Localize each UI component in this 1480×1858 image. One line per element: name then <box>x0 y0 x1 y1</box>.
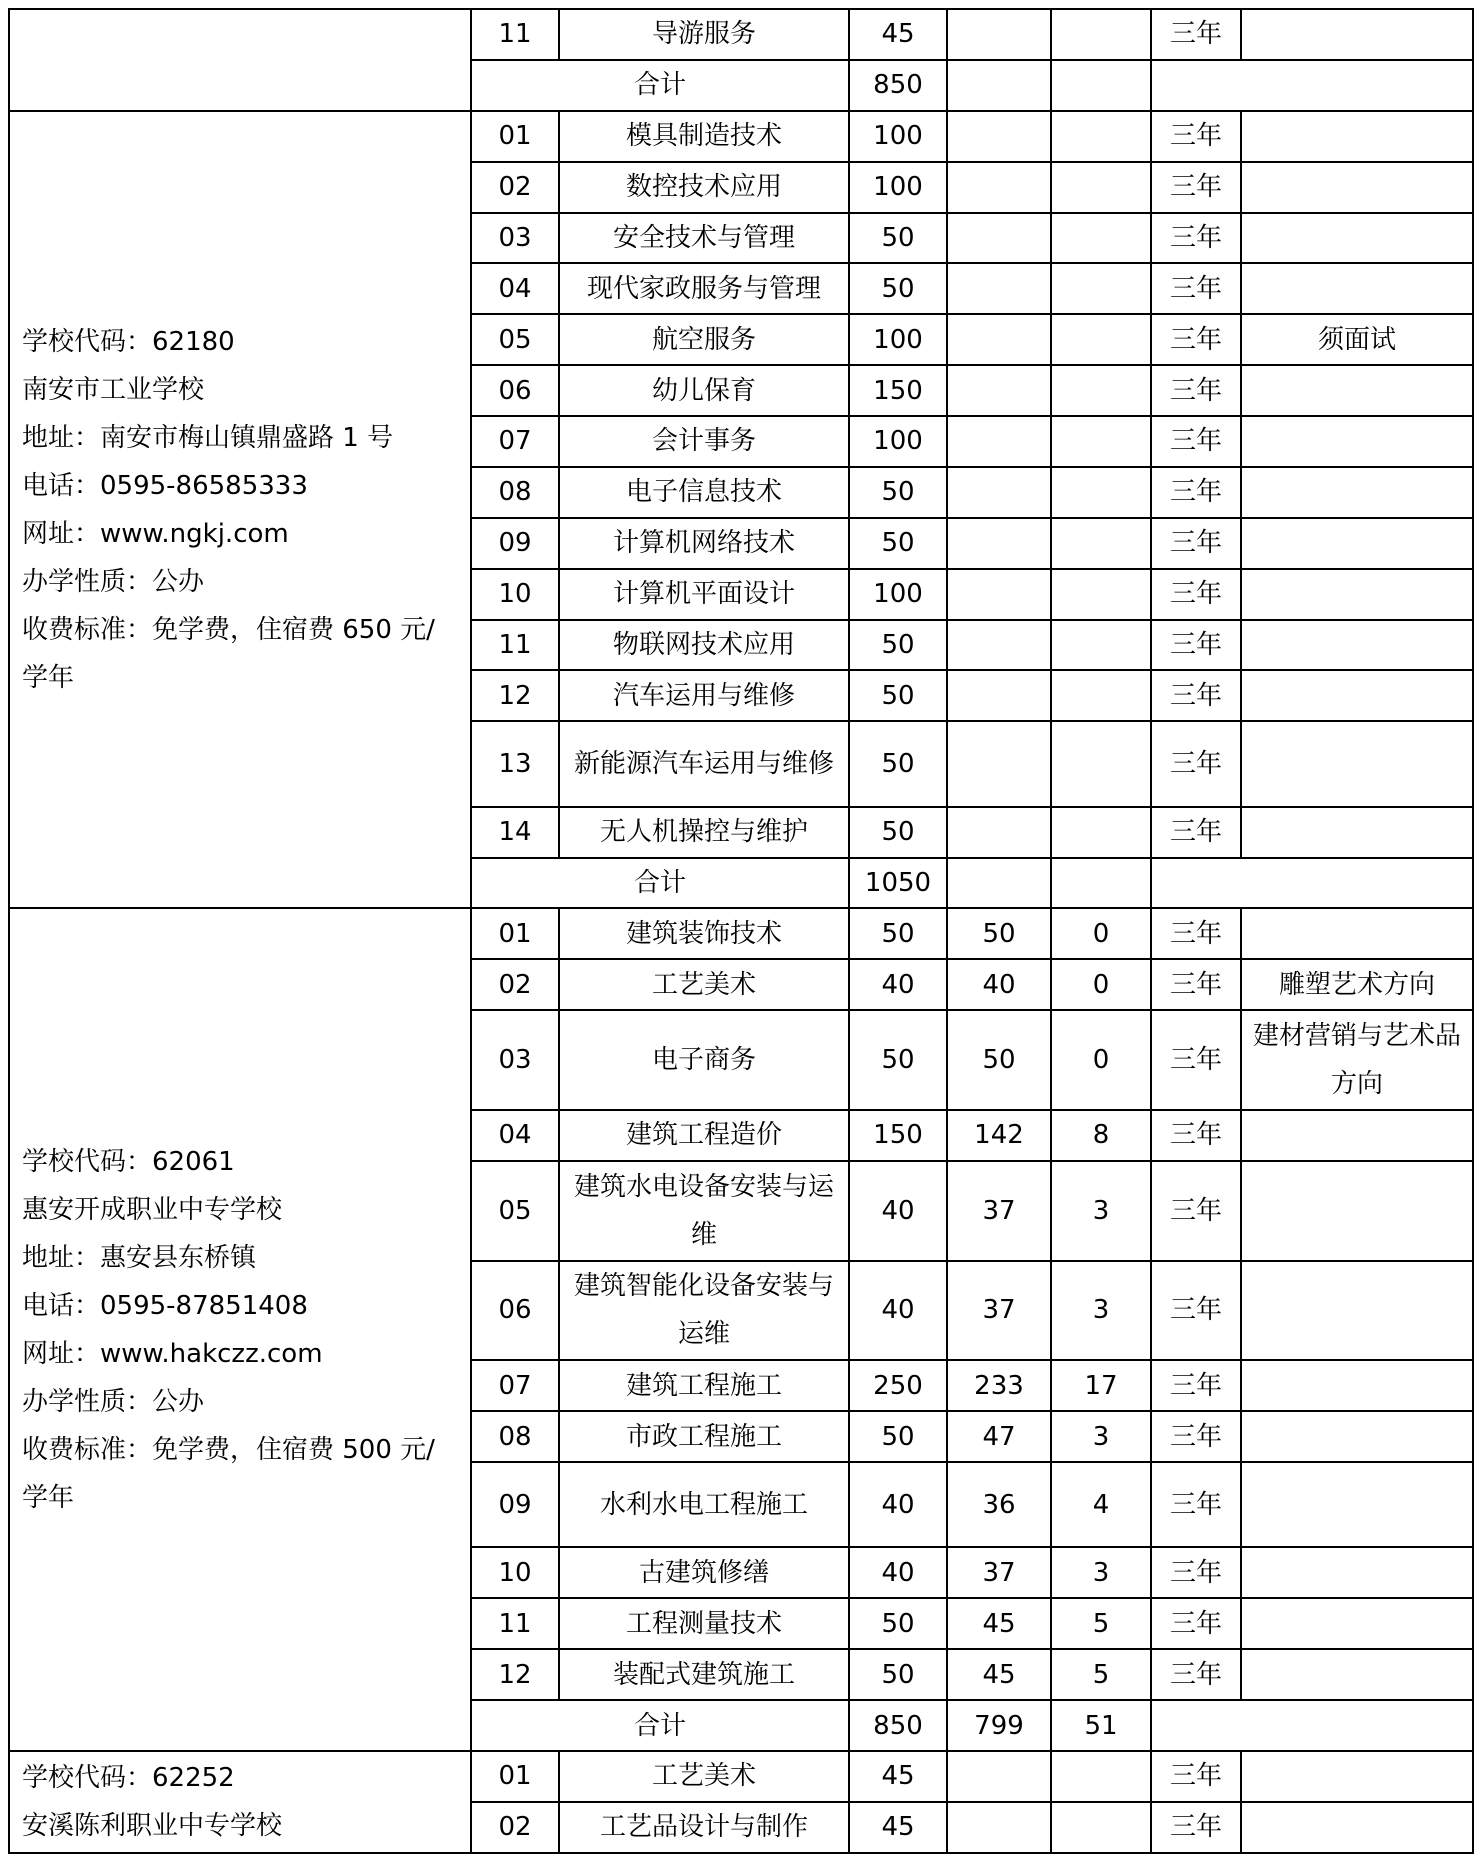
major-number-cell: 05 <box>471 1161 559 1261</box>
major-number-cell: 01 <box>471 111 559 162</box>
plan-count-cell: 40 <box>849 1462 947 1547</box>
count-b-cell: 3 <box>1051 1261 1151 1361</box>
major-name-cell: 工艺美术 <box>559 1751 849 1802</box>
count-a-cell <box>947 620 1051 671</box>
duration-cell: 三年 <box>1151 620 1241 671</box>
count-b-cell <box>1051 518 1151 569</box>
major-name-cell: 电子信息技术 <box>559 467 849 518</box>
major-name-cell: 现代家政服务与管理 <box>559 263 849 314</box>
note-cell: 雕塑艺术方向 <box>1241 959 1473 1010</box>
count-a-cell: 37 <box>947 1161 1051 1261</box>
major-name-cell: 导游服务 <box>559 9 849 60</box>
count-a-cell: 233 <box>947 1360 1051 1411</box>
count-a-cell <box>947 721 1051 806</box>
major-name-cell: 建筑工程造价 <box>559 1110 849 1161</box>
count-a-cell <box>947 1751 1051 1802</box>
plan-count-cell: 50 <box>849 1411 947 1462</box>
major-number-cell: 02 <box>471 959 559 1010</box>
duration-cell: 三年 <box>1151 908 1241 959</box>
note-cell <box>1241 569 1473 620</box>
duration-cell: 三年 <box>1151 162 1241 213</box>
plan-count-cell: 250 <box>849 1360 947 1411</box>
count-a-cell <box>947 111 1051 162</box>
school-info-line: 电话：0595-87851408 <box>22 1290 308 1321</box>
count-b-cell <box>1051 1751 1151 1802</box>
note-cell <box>1241 162 1473 213</box>
count-a-cell: 50 <box>947 1010 1051 1110</box>
school-info-line: 安溪陈利职业中专学校 <box>22 1810 283 1841</box>
plan-count-cell: 45 <box>849 1751 947 1802</box>
note-cell <box>1241 1360 1473 1411</box>
major-name-cell: 电子商务 <box>559 1010 849 1110</box>
note-cell <box>1241 1802 1473 1853</box>
count-b-cell <box>1051 569 1151 620</box>
duration-cell: 三年 <box>1151 1598 1241 1649</box>
duration-cell: 三年 <box>1151 721 1241 806</box>
total-label-cell: 合计 <box>471 60 849 111</box>
plan-count-cell: 100 <box>849 416 947 467</box>
total-count-a-cell <box>947 858 1051 909</box>
plan-count-cell: 100 <box>849 569 947 620</box>
major-name-cell: 会计事务 <box>559 416 849 467</box>
major-name-cell: 汽车运用与维修 <box>559 670 849 721</box>
count-b-cell: 3 <box>1051 1547 1151 1598</box>
major-number-cell: 10 <box>471 569 559 620</box>
count-b-cell <box>1051 263 1151 314</box>
count-a-cell <box>947 569 1051 620</box>
table-row <box>9 9 1473 60</box>
count-b-cell: 8 <box>1051 1110 1151 1161</box>
plan-count-cell: 50 <box>849 620 947 671</box>
count-a-cell <box>947 518 1051 569</box>
duration-cell: 三年 <box>1151 416 1241 467</box>
count-a-cell <box>947 670 1051 721</box>
count-b-cell <box>1051 467 1151 518</box>
major-name-cell: 装配式建筑施工 <box>559 1649 849 1700</box>
school-info-cell <box>9 9 471 111</box>
count-b-cell: 3 <box>1051 1161 1151 1261</box>
count-b-cell <box>1051 807 1151 858</box>
major-name-cell: 建筑智能化设备安装与运维 <box>559 1261 849 1361</box>
major-number-cell: 09 <box>471 1462 559 1547</box>
major-name-cell: 市政工程施工 <box>559 1411 849 1462</box>
count-b-cell <box>1051 620 1151 671</box>
major-name-cell: 水利水电工程施工 <box>559 1462 849 1547</box>
major-number-cell: 04 <box>471 1110 559 1161</box>
school-info-line: 网址：www.ngkj.com <box>22 518 289 549</box>
plan-count-cell: 100 <box>849 314 947 365</box>
note-cell <box>1241 416 1473 467</box>
major-name-cell: 物联网技术应用 <box>559 620 849 671</box>
count-b-cell <box>1051 162 1151 213</box>
total-count-b-cell <box>1051 60 1151 111</box>
total-empty-cell <box>1151 1700 1473 1751</box>
count-a-cell: 45 <box>947 1649 1051 1700</box>
duration-cell: 三年 <box>1151 1161 1241 1261</box>
note-cell <box>1241 1751 1473 1802</box>
major-number-cell: 09 <box>471 518 559 569</box>
count-b-cell <box>1051 111 1151 162</box>
count-a-cell: 47 <box>947 1411 1051 1462</box>
duration-cell: 三年 <box>1151 959 1241 1010</box>
note-cell <box>1241 365 1473 416</box>
duration-cell: 三年 <box>1151 1547 1241 1598</box>
major-name-cell: 新能源汽车运用与维修 <box>559 721 849 806</box>
major-name-cell: 幼儿保育 <box>559 365 849 416</box>
major-name-cell: 工艺美术 <box>559 959 849 1010</box>
plan-count-cell: 50 <box>849 908 947 959</box>
note-cell <box>1241 1411 1473 1462</box>
major-number-cell: 12 <box>471 1649 559 1700</box>
count-a-cell: 37 <box>947 1547 1051 1598</box>
school-info-cell <box>9 908 471 1751</box>
duration-cell: 三年 <box>1151 9 1241 60</box>
major-number-cell: 10 <box>471 1547 559 1598</box>
duration-cell: 三年 <box>1151 111 1241 162</box>
major-name-cell: 计算机平面设计 <box>559 569 849 620</box>
major-number-cell: 13 <box>471 721 559 806</box>
duration-cell: 三年 <box>1151 467 1241 518</box>
count-a-cell <box>947 467 1051 518</box>
note-cell <box>1241 9 1473 60</box>
duration-cell: 三年 <box>1151 263 1241 314</box>
table-row <box>9 1751 1473 1802</box>
major-number-cell: 07 <box>471 1360 559 1411</box>
note-cell <box>1241 1462 1473 1547</box>
count-a-cell <box>947 1802 1051 1853</box>
major-number-cell: 11 <box>471 620 559 671</box>
note-cell <box>1241 1649 1473 1700</box>
plan-count-cell: 50 <box>849 263 947 314</box>
note-cell <box>1241 467 1473 518</box>
major-name-cell: 模具制造技术 <box>559 111 849 162</box>
school-info-line: 电话：0595-86585333 <box>22 470 308 501</box>
enrollment-table <box>8 8 1474 1854</box>
plan-count-cell: 100 <box>849 111 947 162</box>
duration-cell: 三年 <box>1151 518 1241 569</box>
count-b-cell <box>1051 314 1151 365</box>
plan-count-cell: 150 <box>849 365 947 416</box>
plan-count-cell: 45 <box>849 1802 947 1853</box>
note-cell <box>1241 111 1473 162</box>
count-a-cell: 142 <box>947 1110 1051 1161</box>
count-a-cell: 40 <box>947 959 1051 1010</box>
plan-count-cell: 50 <box>849 1598 947 1649</box>
count-a-cell <box>947 416 1051 467</box>
plan-count-cell: 40 <box>849 1161 947 1261</box>
duration-cell: 三年 <box>1151 1010 1241 1110</box>
major-name-cell: 建筑工程施工 <box>559 1360 849 1411</box>
total-label-cell: 合计 <box>471 858 849 909</box>
major-number-cell: 11 <box>471 1598 559 1649</box>
note-cell <box>1241 620 1473 671</box>
count-b-cell: 0 <box>1051 959 1151 1010</box>
count-a-cell <box>947 314 1051 365</box>
school-info-line: 学校代码：62252 <box>22 1762 235 1793</box>
plan-count-cell: 50 <box>849 467 947 518</box>
duration-cell: 三年 <box>1151 807 1241 858</box>
note-cell <box>1241 807 1473 858</box>
school-info-line: 地址：南安市梅山镇鼎盛路 1 号 <box>22 422 394 453</box>
count-b-cell: 3 <box>1051 1411 1151 1462</box>
major-number-cell: 02 <box>471 162 559 213</box>
count-b-cell: 17 <box>1051 1360 1151 1411</box>
school-info-line: 学校代码：62180 <box>22 326 235 357</box>
major-number-cell: 05 <box>471 314 559 365</box>
plan-count-cell: 45 <box>849 9 947 60</box>
note-cell <box>1241 908 1473 959</box>
total-plan-cell: 1050 <box>849 858 947 909</box>
total-plan-cell: 850 <box>849 60 947 111</box>
major-number-cell: 03 <box>471 1010 559 1110</box>
count-a-cell <box>947 162 1051 213</box>
duration-cell: 三年 <box>1151 213 1241 264</box>
duration-cell: 三年 <box>1151 569 1241 620</box>
major-name-cell: 无人机操控与维护 <box>559 807 849 858</box>
plan-count-cell: 50 <box>849 1649 947 1700</box>
duration-cell: 三年 <box>1151 1751 1241 1802</box>
count-b-cell <box>1051 416 1151 467</box>
major-number-cell: 04 <box>471 263 559 314</box>
total-empty-cell <box>1151 60 1473 111</box>
school-info-cell <box>9 1751 471 1853</box>
school-info-line: 办学性质：公办 <box>22 566 205 597</box>
note-cell: 建材营销与艺术品方向 <box>1241 1010 1473 1110</box>
plan-count-cell: 40 <box>849 1547 947 1598</box>
note-cell <box>1241 670 1473 721</box>
school-info-line: 网址：www.hakczz.com <box>22 1338 323 1369</box>
major-number-cell: 06 <box>471 1261 559 1361</box>
major-number-cell: 03 <box>471 213 559 264</box>
count-b-cell <box>1051 365 1151 416</box>
school-info-line: 南安市工业学校 <box>22 374 205 405</box>
note-cell <box>1241 721 1473 806</box>
duration-cell: 三年 <box>1151 1411 1241 1462</box>
count-b-cell <box>1051 213 1151 264</box>
count-b-cell <box>1051 9 1151 60</box>
count-b-cell <box>1051 721 1151 806</box>
major-name-cell: 建筑水电设备安装与运维 <box>559 1161 849 1261</box>
count-a-cell <box>947 807 1051 858</box>
count-b-cell: 4 <box>1051 1462 1151 1547</box>
major-number-cell: 12 <box>471 670 559 721</box>
major-number-cell: 01 <box>471 908 559 959</box>
count-a-cell: 50 <box>947 908 1051 959</box>
plan-count-cell: 50 <box>849 1010 947 1110</box>
major-name-cell: 工艺品设计与制作 <box>559 1802 849 1853</box>
note-cell <box>1241 1161 1473 1261</box>
major-number-cell: 08 <box>471 467 559 518</box>
major-number-cell: 06 <box>471 365 559 416</box>
note-cell <box>1241 1598 1473 1649</box>
count-a-cell <box>947 213 1051 264</box>
count-b-cell: 5 <box>1051 1649 1151 1700</box>
duration-cell: 三年 <box>1151 1261 1241 1361</box>
major-number-cell: 02 <box>471 1802 559 1853</box>
table-body <box>9 9 1473 1853</box>
note-cell <box>1241 213 1473 264</box>
plan-count-cell: 50 <box>849 721 947 806</box>
note-cell: 须面试 <box>1241 314 1473 365</box>
plan-count-cell: 50 <box>849 670 947 721</box>
school-info-line: 办学性质：公办 <box>22 1386 205 1417</box>
school-info-line: 学校代码：62061 <box>22 1146 235 1177</box>
school-info-line: 惠安开成职业中专学校 <box>22 1194 283 1225</box>
major-number-cell: 11 <box>471 9 559 60</box>
major-name-cell: 古建筑修缮 <box>559 1547 849 1598</box>
school-info-line: 学年 <box>22 662 75 693</box>
count-b-cell <box>1051 670 1151 721</box>
plan-count-cell: 50 <box>849 807 947 858</box>
note-cell <box>1241 1547 1473 1598</box>
duration-cell: 三年 <box>1151 1649 1241 1700</box>
plan-count-cell: 40 <box>849 959 947 1010</box>
duration-cell: 三年 <box>1151 1110 1241 1161</box>
total-count-b-cell <box>1051 858 1151 909</box>
table-row <box>9 111 1473 162</box>
note-cell <box>1241 1110 1473 1161</box>
duration-cell: 三年 <box>1151 1360 1241 1411</box>
school-info-line: 地址：惠安县东桥镇 <box>22 1242 257 1273</box>
major-name-cell: 建筑装饰技术 <box>559 908 849 959</box>
total-label-cell: 合计 <box>471 1700 849 1751</box>
total-count-a-cell: 799 <box>947 1700 1051 1751</box>
count-b-cell: 0 <box>1051 1010 1151 1110</box>
note-cell <box>1241 518 1473 569</box>
major-name-cell: 工程测量技术 <box>559 1598 849 1649</box>
plan-count-cell: 50 <box>849 518 947 569</box>
major-number-cell: 14 <box>471 807 559 858</box>
duration-cell: 三年 <box>1151 670 1241 721</box>
major-number-cell: 08 <box>471 1411 559 1462</box>
major-name-cell: 安全技术与管理 <box>559 213 849 264</box>
major-name-cell: 计算机网络技术 <box>559 518 849 569</box>
plan-count-cell: 150 <box>849 1110 947 1161</box>
count-a-cell: 37 <box>947 1261 1051 1361</box>
note-cell <box>1241 263 1473 314</box>
duration-cell: 三年 <box>1151 314 1241 365</box>
count-b-cell: 5 <box>1051 1598 1151 1649</box>
duration-cell: 三年 <box>1151 365 1241 416</box>
total-count-b-cell: 51 <box>1051 1700 1151 1751</box>
note-cell <box>1241 1261 1473 1361</box>
school-info-line: 学年 <box>22 1482 75 1513</box>
total-plan-cell: 850 <box>849 1700 947 1751</box>
plan-count-cell: 40 <box>849 1261 947 1361</box>
table-row <box>9 908 1473 959</box>
school-info-cell <box>9 111 471 909</box>
total-empty-cell <box>1151 858 1473 909</box>
count-b-cell <box>1051 1802 1151 1853</box>
count-a-cell <box>947 263 1051 314</box>
total-count-a-cell <box>947 60 1051 111</box>
major-number-cell: 07 <box>471 416 559 467</box>
school-info-line: 收费标准：免学费，住宿费 650 元/ <box>22 614 435 645</box>
major-number-cell: 01 <box>471 1751 559 1802</box>
count-a-cell: 36 <box>947 1462 1051 1547</box>
plan-count-cell: 50 <box>849 213 947 264</box>
count-b-cell: 0 <box>1051 908 1151 959</box>
school-info-line: 收费标准：免学费，住宿费 500 元/ <box>22 1434 435 1465</box>
count-a-cell <box>947 9 1051 60</box>
duration-cell: 三年 <box>1151 1802 1241 1853</box>
major-name-cell: 数控技术应用 <box>559 162 849 213</box>
plan-count-cell: 100 <box>849 162 947 213</box>
major-name-cell: 航空服务 <box>559 314 849 365</box>
duration-cell: 三年 <box>1151 1462 1241 1547</box>
count-a-cell <box>947 365 1051 416</box>
count-a-cell: 45 <box>947 1598 1051 1649</box>
